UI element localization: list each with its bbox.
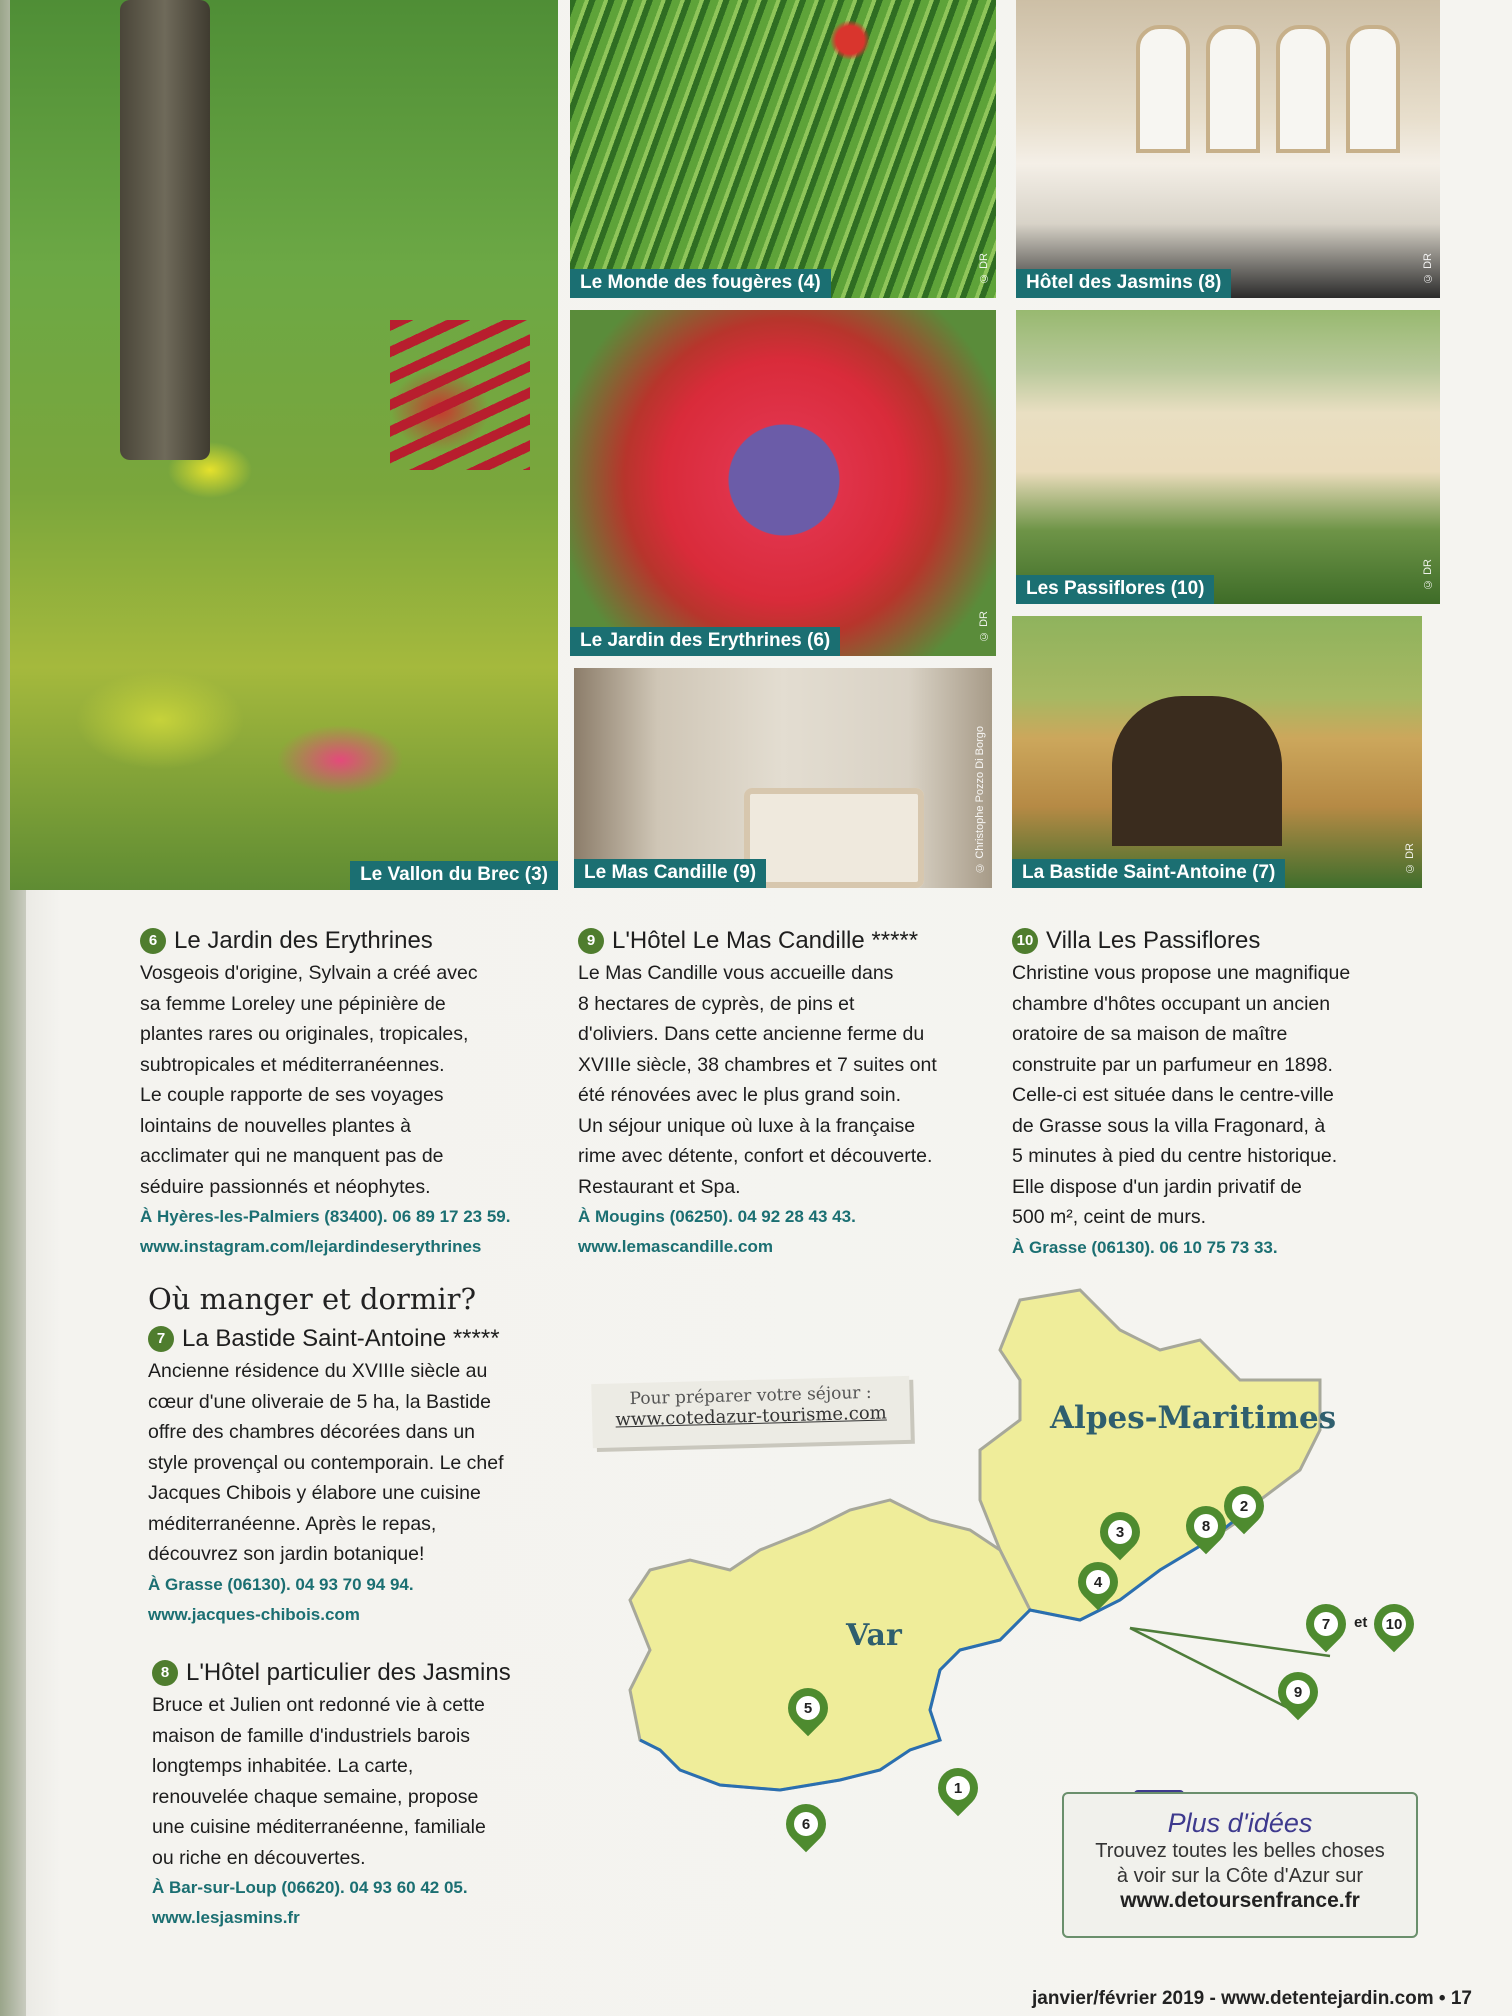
body-line: d'oliviers. Dans cette ancienne ferme du (578, 1023, 925, 1045)
map-pin-9[interactable]: 9 (1278, 1672, 1318, 1726)
body-line: rime avec détente, confort et découverte. (578, 1145, 933, 1167)
arched-window (1346, 25, 1400, 153)
plus-idees-box (1062, 1792, 1418, 1938)
map-pin-3[interactable]: 3 (1100, 1512, 1140, 1566)
tip-link[interactable]: www.cotedazur-tourisme.com (615, 1402, 888, 1431)
body-line: 5 minutes à pied du centre historique. (1012, 1145, 1338, 1167)
entry-6 (140, 924, 560, 1262)
map-pin-2[interactable]: 2 (1224, 1486, 1264, 1540)
tip-text: Pour préparer votre séjour : (629, 1382, 872, 1410)
caption-mas-candille: Le Mas Candille (9) (574, 859, 766, 888)
entry-8 (152, 1656, 572, 1933)
entry-number: 9 (578, 928, 604, 954)
photo-credit: © DR (1422, 559, 1434, 590)
map-pin-5[interactable]: 5 (788, 1688, 828, 1742)
body-line: Bruce et Julien ont redonné vie à cette (152, 1694, 485, 1716)
body-line: subtropicales et méditerranéennes. (140, 1053, 445, 1076)
entry-contact: À Grasse (06130). 06 10 75 73 33. (1012, 1237, 1278, 1257)
body-line: offre des chambres décorées dans un (148, 1421, 476, 1443)
photo-credit: © DR (1404, 843, 1416, 874)
photo-jardin-des-erythrines (570, 310, 996, 656)
body-line: Restaurant et Spa. (578, 1175, 741, 1198)
section-title: Où manger et dormir? (148, 1282, 477, 1316)
map-pin-6[interactable]: 6 (786, 1804, 826, 1858)
body-line: Jacques Chibois y élabore une cuisine (148, 1482, 481, 1504)
entry-contact: À Bar-sur-Loup (06620). 04 93 60 42 05. (152, 1878, 468, 1897)
body-line: construite par un parfumeur en 1898. (1012, 1053, 1333, 1076)
map-pin-8[interactable]: 8 (1186, 1506, 1226, 1560)
entry-body (578, 958, 998, 1202)
body-line: Christine vous propose une magnifique (1012, 962, 1351, 984)
entry-title: Villa Les Passiflores (1046, 927, 1261, 954)
entry-title: L'Hôtel Le Mas Candille ***** (612, 927, 919, 954)
body-line: été rénovées avec le plus grand soin. (578, 1084, 902, 1106)
arched-window (1136, 25, 1190, 153)
photo-credit: © DR (978, 253, 990, 284)
entry-title: Le Jardin des Erythrines (174, 927, 433, 954)
body-line: Elle dispose d'un jardin privatif de (1012, 1175, 1302, 1198)
body-line: chambre d'hôtes occupant un ancien (1012, 992, 1331, 1015)
caption-jasmins: Hôtel des Jasmins (8) (1016, 269, 1231, 298)
body-line: 8 hectares de cyprès, de pins et (578, 992, 855, 1015)
body-line: ou riche en découvertes. (152, 1846, 366, 1869)
photo-credit: © DR (978, 611, 990, 642)
plus-link[interactable]: www.detoursenfrance.fr (1120, 1889, 1360, 1912)
plus-line: à voir sur la Côte d'Azur sur (1116, 1865, 1364, 1887)
region-var (630, 1500, 1030, 1790)
entry-9 (578, 924, 998, 1262)
region-alpes-maritimes (980, 1290, 1320, 1620)
page-footer: janvier/février 2019 - www.detentejardin.com • 17 (1032, 1988, 1472, 2009)
tree-trunk (120, 0, 210, 460)
map-pin-4[interactable]: 4 (1078, 1562, 1118, 1616)
body-line: plantes rares ou originales, tropicales, (140, 1023, 469, 1045)
arched-window (1206, 25, 1260, 153)
caption-vallon: Le Vallon du Brec (3) (350, 861, 558, 890)
body-line: découvrez son jardin botanique! (148, 1543, 425, 1565)
body-line: Le couple rapporte de ses voyages (140, 1084, 444, 1106)
map-pin-7[interactable]: 7 (1306, 1604, 1346, 1658)
body-line: de Grasse sous la villa Fragonard, à (1012, 1114, 1326, 1137)
entry-contact: À Grasse (06130). 04 93 70 94 94. (148, 1574, 414, 1594)
body-line: lointains de nouvelles plantes à (140, 1114, 412, 1137)
photo-mas-candille (574, 668, 992, 888)
photo-credit: © DR (1422, 253, 1434, 284)
caption-bastide: La Bastide Saint-Antoine (7) (1012, 859, 1285, 888)
body-line: Un séjour unique où luxe à la française (578, 1114, 916, 1137)
body-line: acclimater qui ne manquent pas de (140, 1145, 444, 1167)
body-line: sa femme Loreley une pépinière de (140, 992, 446, 1015)
photo-bastide-saint-antoine (1012, 616, 1422, 888)
map-pin-10[interactable]: 10 (1374, 1604, 1414, 1658)
body-line: XVIIIe siècle, 38 chambres et 7 suites ont (578, 1053, 937, 1076)
entry-10 (1012, 924, 1432, 1263)
entry-number: 8 (152, 1660, 178, 1686)
body-line: maison de famille d'industriels barois (152, 1724, 471, 1747)
entry-contact: À Hyères-les-Palmiers (83400). 06 89 17 23 59. (140, 1207, 511, 1226)
photo-credit: © Christophe Pozzo Di Borgo (974, 726, 986, 874)
arched-window (1276, 25, 1330, 153)
body-line: une cuisine méditerranéenne, familiale (152, 1816, 486, 1838)
photo-monde-des-fougeres (570, 0, 996, 298)
label-alpes-maritimes: Alpes-Maritimes (1050, 1400, 1337, 1436)
entry-web-link[interactable]: www.lesjasmins.fr (152, 1908, 300, 1927)
body-line: renouvelée chaque semaine, propose (152, 1785, 479, 1808)
plus-line: Trouvez toutes les belles choses (1095, 1840, 1385, 1862)
caption-fougeres: Le Monde des fougères (4) (570, 269, 831, 298)
photo-les-passiflores (1016, 310, 1440, 604)
body-line: style provençal ou contemporain. Le chef (148, 1451, 504, 1474)
caption-erythrines: Le Jardin des Erythrines (6) (570, 627, 840, 656)
entry-7 (148, 1322, 568, 1630)
entry-number: 6 (140, 928, 166, 954)
body-line: Vosgeois d'origine, Sylvain a créé avec (140, 962, 478, 984)
caption-passiflores: Les Passiflores (10) (1016, 575, 1214, 604)
body-line: Celle-ci est située dans le centre-ville (1012, 1084, 1334, 1106)
body-line: méditerranéenne. Après le repas, (148, 1512, 437, 1535)
photo-vallon-du-brec (10, 0, 558, 890)
body-line: Ancienne résidence du XVIIIe siècle au (148, 1360, 488, 1382)
entry-title: L'Hôtel particulier des Jasmins (186, 1659, 511, 1686)
entry-body (148, 1356, 568, 1570)
body-line: oratoire de sa maison de maître (1012, 1023, 1288, 1045)
body-line: séduire passionnés et néophytes. (140, 1175, 431, 1198)
plus-title: Plus d'idées (1167, 1808, 1313, 1838)
photo-hotel-des-jasmins (1016, 0, 1440, 298)
entry-web-link[interactable]: www.lemascandille.com (578, 1237, 773, 1256)
entry-number: 7 (148, 1326, 174, 1352)
map-pin-1[interactable]: 1 (938, 1768, 978, 1822)
entry-web-link[interactable]: www.instagram.com/lejardindeserythrines (140, 1237, 482, 1256)
entry-title: La Bastide Saint-Antoine ***** (182, 1325, 500, 1352)
body-line: Le Mas Candille vous accueille dans (578, 962, 894, 984)
bed (744, 788, 924, 888)
entry-web-link[interactable]: www.jacques-chibois.com (148, 1604, 360, 1624)
entry-body (140, 958, 560, 1202)
entry-body (1012, 958, 1432, 1233)
arched-doorway (1112, 696, 1282, 846)
label-var: Var (846, 1618, 902, 1653)
et-label: et (1354, 1614, 1368, 1631)
body-line: cœur d'une oliveraie de 5 ha, la Bastide (148, 1390, 492, 1413)
body-line: longtemps inhabitée. La carte, (152, 1755, 414, 1777)
entry-body (152, 1690, 572, 1873)
tourism-tip-box (591, 1376, 911, 1448)
entry-contact: À Mougins (06250). 04 92 28 43 43. (578, 1207, 856, 1226)
entry-number: 10 (1012, 928, 1038, 954)
body-line: 500 m², ceint de murs. (1012, 1206, 1206, 1228)
red-stairs (390, 320, 530, 470)
